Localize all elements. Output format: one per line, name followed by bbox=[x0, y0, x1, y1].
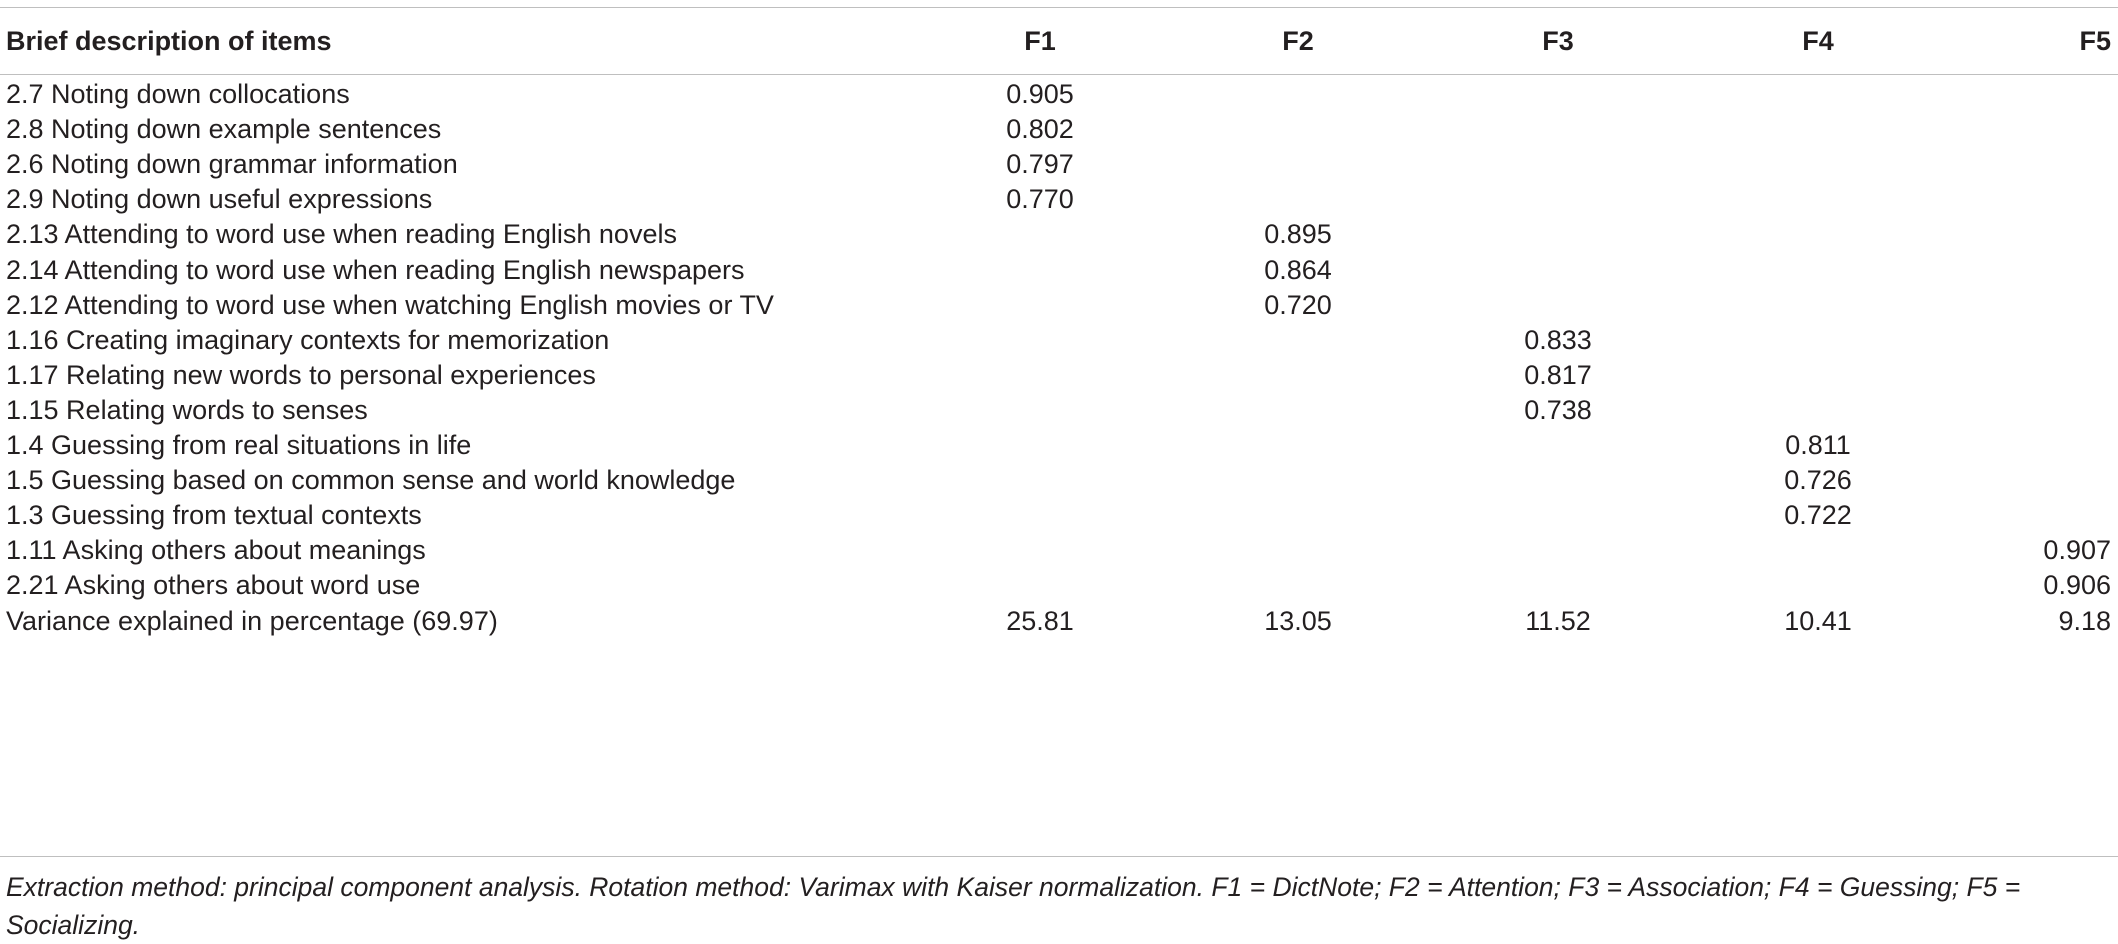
row-description: 2.12 Attending to word use when watching English movies or TV bbox=[6, 289, 774, 320]
row-description: 2.8 Noting down example sentences bbox=[6, 114, 442, 145]
row-f1: 0.802 bbox=[1006, 114, 1074, 145]
row-description: 2.7 Noting down collocations bbox=[6, 79, 350, 109]
row-f2: 13.05 bbox=[1264, 605, 1332, 636]
row-f2: 0.864 bbox=[1264, 254, 1332, 285]
row-description: 2.14 Attending to word use when reading English newspapers bbox=[6, 254, 745, 285]
row-description: 1.15 Relating words to senses bbox=[6, 394, 368, 425]
row-f4: 0.811 bbox=[1785, 430, 1851, 460]
row-description: 1.3 Guessing from textual contexts bbox=[6, 500, 422, 531]
row-f2: 0.720 bbox=[1264, 289, 1332, 320]
row-f5: 0.906 bbox=[2043, 570, 2111, 601]
row-f4: 10.41 bbox=[1784, 605, 1852, 636]
header-description: Brief description of items bbox=[6, 26, 332, 56]
row-f2: 0.895 bbox=[1264, 219, 1332, 250]
row-f3: 11.52 bbox=[1525, 605, 1591, 636]
row-f1: 0.770 bbox=[1006, 184, 1074, 215]
row-f5: 0.907 bbox=[2043, 535, 2111, 566]
row-description: 1.11 Asking others about meanings bbox=[6, 535, 426, 566]
row-description: 1.5 Guessing based on common sense and world knowledge bbox=[6, 465, 736, 496]
row-f1: 0.797 bbox=[1006, 149, 1074, 180]
row-description: 1.4 Guessing from real situations in life bbox=[6, 430, 472, 460]
row-description: 2.21 Asking others about word use bbox=[6, 570, 421, 601]
header-f2: F2 bbox=[1282, 26, 1314, 56]
row-f5: 9.18 bbox=[2058, 605, 2111, 636]
row-f3: 0.738 bbox=[1524, 394, 1592, 425]
header-f3: F3 bbox=[1542, 26, 1574, 56]
row-f4: 0.722 bbox=[1784, 500, 1852, 531]
table-bottom-rule bbox=[0, 856, 2118, 857]
row-description: 2.9 Noting down useful expressions bbox=[6, 184, 433, 215]
row-f1: 25.81 bbox=[1006, 605, 1074, 636]
header-f1: F1 bbox=[1024, 26, 1056, 56]
header-f4: F4 bbox=[1802, 26, 1834, 56]
row-description: 2.13 Attending to word use when reading English novels bbox=[6, 219, 677, 250]
table-footnote: Extraction method: principal component analysis. Rotation method: Varimax with Kaiser normalization. F1 = DictNote; F2 = Attention; F3 = Association; F4 = Guessing; F5 = Socializing. bbox=[6, 872, 2021, 940]
header-f5: F5 bbox=[2079, 26, 2111, 56]
row-description: 2.6 Noting down grammar information bbox=[6, 149, 458, 180]
row-f1: 0.905 bbox=[1006, 79, 1074, 109]
table-top-rule bbox=[0, 7, 2118, 8]
row-description: 1.16 Creating imaginary contexts for memorization bbox=[6, 324, 610, 355]
row-f4: 0.726 bbox=[1784, 465, 1852, 496]
row-description: Variance explained in percentage (69.97) bbox=[6, 605, 498, 636]
row-f3: 0.817 bbox=[1524, 359, 1592, 390]
table-header-rule bbox=[0, 74, 2118, 75]
row-f3: 0.833 bbox=[1524, 324, 1592, 355]
row-description: 1.17 Relating new words to personal experiences bbox=[6, 359, 596, 390]
